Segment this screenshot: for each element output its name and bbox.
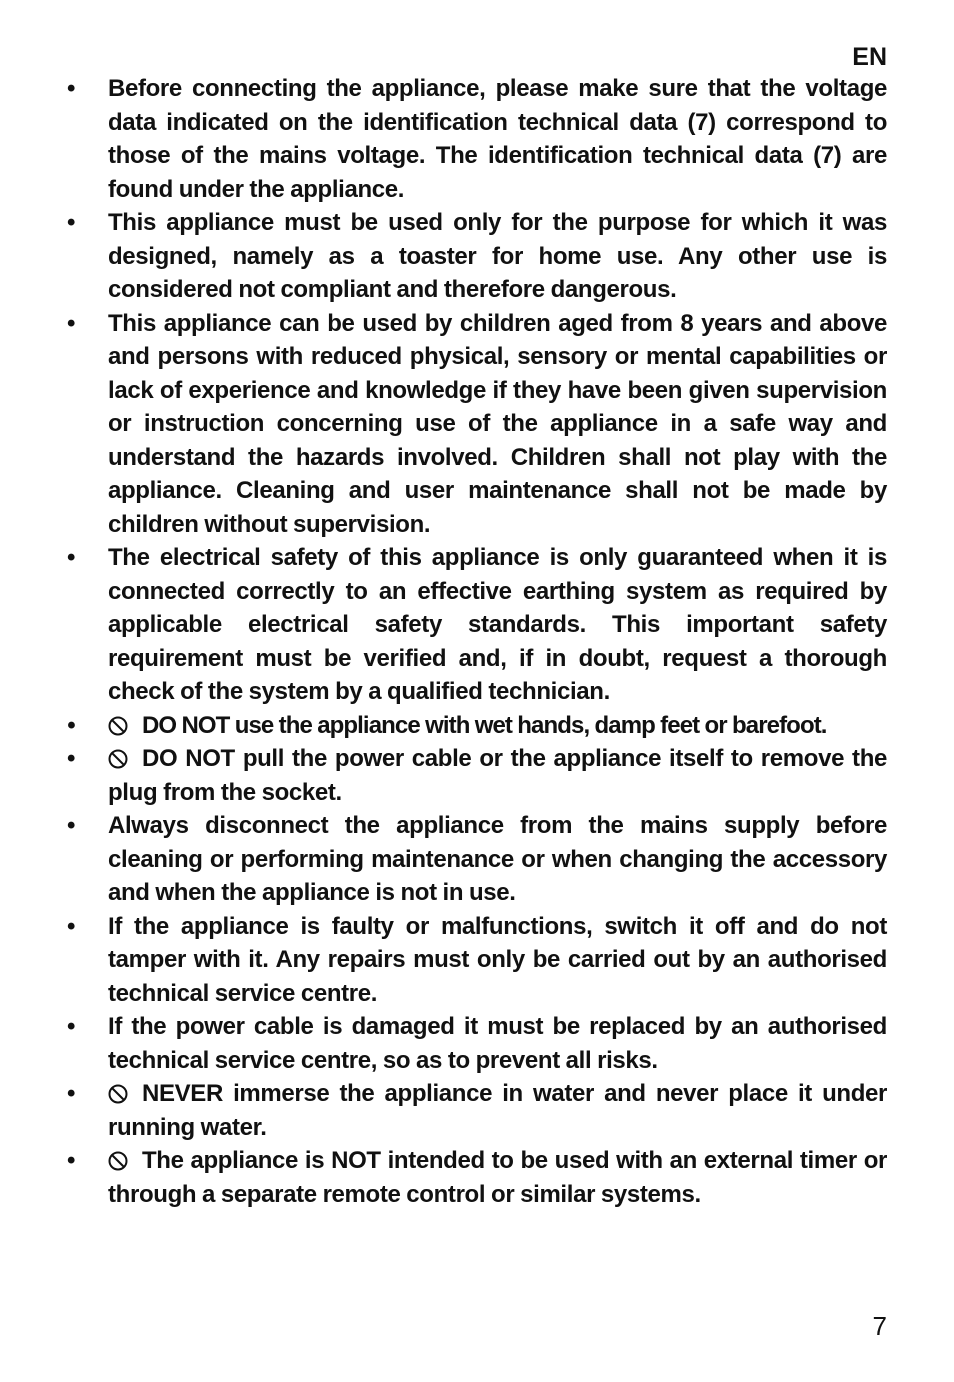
list-item [64, 809, 887, 910]
prohibited-icon [108, 716, 128, 736]
list-item-text: Before connecting the appliance, please make sure that the voltage data indicated on the identification technical data (7) correspond to those of the mains voltage. The identification technical data (7) are found under the appliance. [108, 75, 887, 203]
bullet-icon: • [66, 544, 76, 571]
list-item-text: Always disconnect the appliance from the mains supply before cleaning or performing maintenance or when changing the accessory and when the appliance is not in use. [108, 812, 887, 906]
list-item-text: DO NOT use the appliance with wet hands, damp feet or barefoot. [142, 711, 827, 739]
list-item [64, 307, 887, 542]
bullet-icon: • [66, 1080, 76, 1107]
bullet-icon: • [66, 1147, 76, 1174]
list-item-text: If the appliance is faulty or malfunctions, switch it off and do not tamper with it. Any repairs must only be carried out by an authorised technical service centre. [108, 912, 887, 1007]
list-item [64, 206, 887, 307]
safety-instructions-list [64, 72, 887, 1211]
page-number: 7 [872, 1311, 887, 1341]
language-code: EN [852, 43, 887, 71]
list-item [64, 910, 887, 1011]
list-item [64, 1077, 887, 1144]
bullet-icon: • [66, 309, 76, 337]
prohibited-icon [108, 1151, 128, 1171]
list-item-text: NEVER immerse the appliance in water and never place it under running water. [108, 1080, 887, 1141]
bullet-icon: • [67, 711, 75, 739]
list-item [64, 1144, 887, 1211]
list-item [64, 72, 887, 206]
list-item-text: If the power cable is damaged it must be replaced by an authorised technical service centre, so as to prevent all risks. [108, 1013, 887, 1074]
prohibited-icon [108, 749, 128, 769]
bullet-icon: • [66, 209, 76, 236]
bullet-icon: • [66, 745, 76, 772]
bullet-icon: • [66, 812, 76, 839]
bullet-icon: • [66, 912, 76, 940]
list-item [64, 709, 887, 743]
list-item [64, 1010, 887, 1077]
list-item-text: The appliance is NOT intended to be used with an external timer or through a separate remote control or similar systems. [108, 1147, 887, 1208]
list-item [64, 742, 887, 809]
list-item-text: DO NOT pull the power cable or the appliance itself to remove the plug from the socket. [108, 745, 887, 806]
list-item-text: The electrical safety of this appliance is only guaranteed when it is connected correctly to an effective earthing system as required by applicable electrical safety standards. This important safety requirement must be verified and, if in doubt, request a thorough check of the system by a qualified technician. [108, 544, 887, 705]
bullet-icon: • [66, 1013, 76, 1040]
prohibited-icon [108, 1084, 128, 1104]
list-item [64, 541, 887, 709]
list-item-text: This appliance must be used only for the purpose for which it was designed, namely as a toaster for home use. Any other use is considered not compliant and therefore dangerous. [108, 209, 887, 303]
list-item-text: This appliance can be used by children aged from 8 years and above and persons with reduced physical, sensory or mental capabilities or lack of experience and knowledge if they have been given supervision or instruction concerning use of the appliance in a safe way and understand the hazards involved. Children shall not play with the appliance. Cleaning and user maintenance shall not be made by children without supervision. [108, 309, 887, 538]
bullet-icon: • [66, 75, 76, 102]
